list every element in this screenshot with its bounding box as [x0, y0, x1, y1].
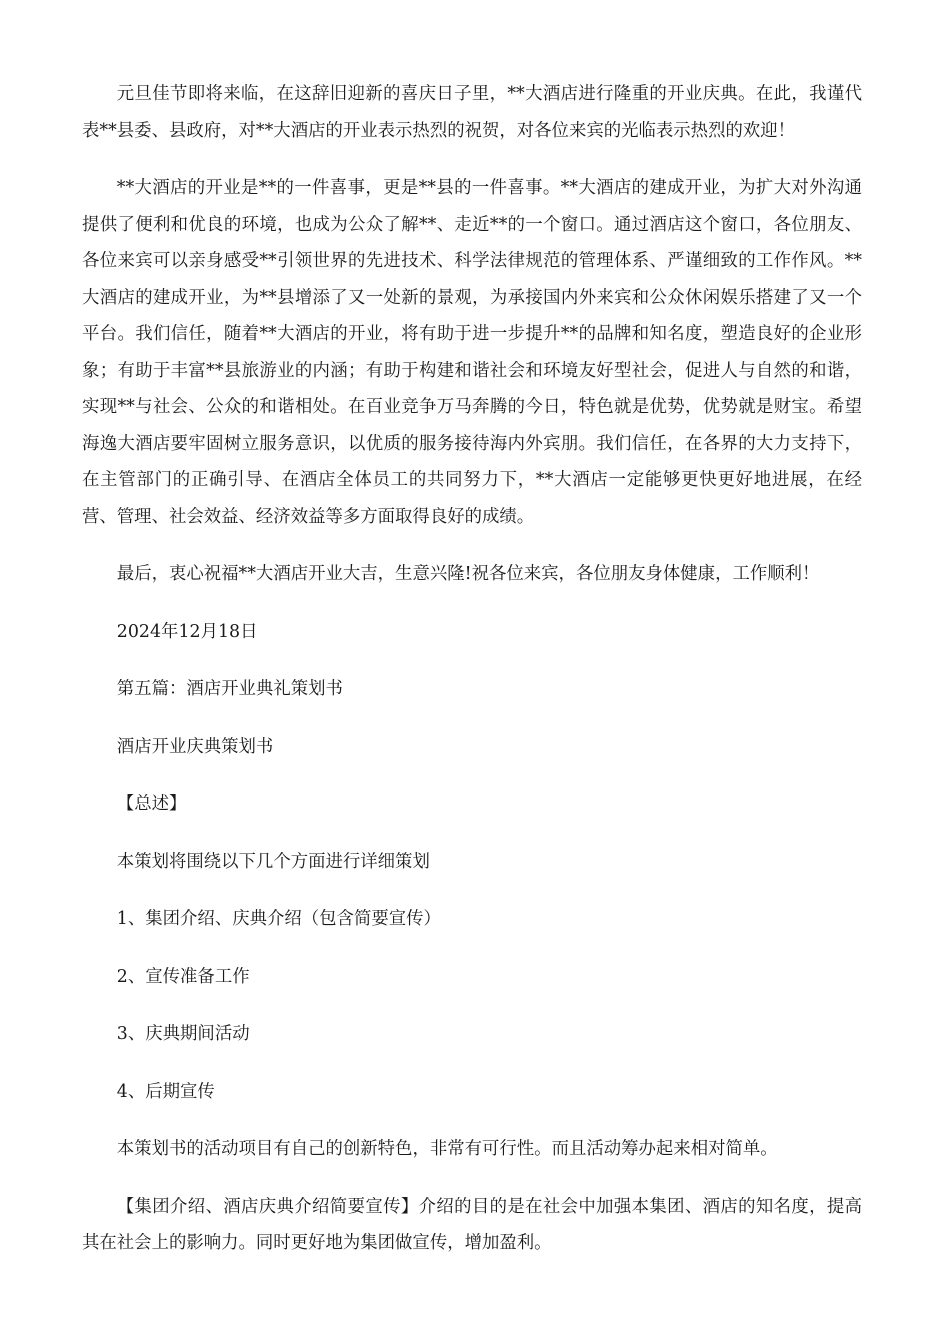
paragraph-main-speech: **大酒店的开业是**的一件喜事，更是**县的一件喜事。**大酒店的建成开业，为扩大对外沟通提供了便利和优良的环境，也成为公众了解**、走近**的一个窗口。通过酒店这个窗口，各位朋友、各位来宾可以亲身感受**引领世界的先进技术、科学法律规范的管理体系、严谨细致的工作作风。**大酒店的建成开业，为**县增添了又一处新的景观，为承接国内外来宾和公众休闲娱乐搭建了又一个平台。我们信任，随着**大酒店的开业，将有助于进一步提升**的品牌和知名度，塑造良好的企业形象；有助于丰富**县旅游业的内涵；有助于构建和谐社会和环境友好型社会，促进人与自然的和谐，实现**与社会、公众的和谐相处。在百业竞争万马奔腾的今日，特色就是优势，优势就是财宝。希望海逸大酒店要牢固树立服务意识，以优质的服务接待海内外宾朋。我们信任，在各界的大力支持下，在主管部门的正确引导、在酒店全体员工的共同努力下，**大酒店一定能够更快更好地进展，在经营、管理、社会效益、经济效益等多方面取得良好的成绩。: [82, 178, 862, 527]
overview-intro: 本策划将围绕以下几个方面进行详细策划: [116, 851, 430, 872]
list-item: 1、集团介绍、庆典介绍（包含简要宣传）: [116, 909, 441, 929]
document-body: [82, 76, 862, 1283]
paragraph-closing-wishes: 最后，衷心祝福**大酒店开业大吉，生意兴隆!祝各位来宾，各位朋友身体健康，工作顺利！: [116, 564, 820, 584]
overview-heading: 【总述】: [116, 794, 187, 814]
plan-title: 酒店开业庆典策划书: [116, 736, 274, 757]
list-item: 2、宣传准备工作: [116, 966, 250, 987]
paragraph-greeting: 元旦佳节即将来临，在这辞旧迎新的喜庆日子里，**大酒店进行隆重的开业庆典。在此，我谨代表**县委、县政府，对**大酒店的开业表示热烈的祝贺，对各位来宾的光临表示热烈的欢迎！: [82, 84, 862, 141]
plan-feature-paragraph: 本策划书的活动项目有自己的创新特色，非常有可行性。而且活动筹办起来相对简单。: [116, 1139, 778, 1159]
section-heading: 第五篇：酒店开业典礼策划书: [116, 679, 343, 699]
list-item: 3、庆典期间活动: [116, 1024, 250, 1044]
list-item: 4、后期宣传: [116, 1081, 215, 1102]
group-intro-paragraph: 【集团介绍、酒店庆典介绍简要宣传】介绍的目的是在社会中加强本集团、酒店的知名度，提高其在社会上的影响力。同时更好地为集团做宣传，增加盈利。: [82, 1196, 862, 1253]
date-line: 2024年12月18日: [116, 621, 258, 642]
